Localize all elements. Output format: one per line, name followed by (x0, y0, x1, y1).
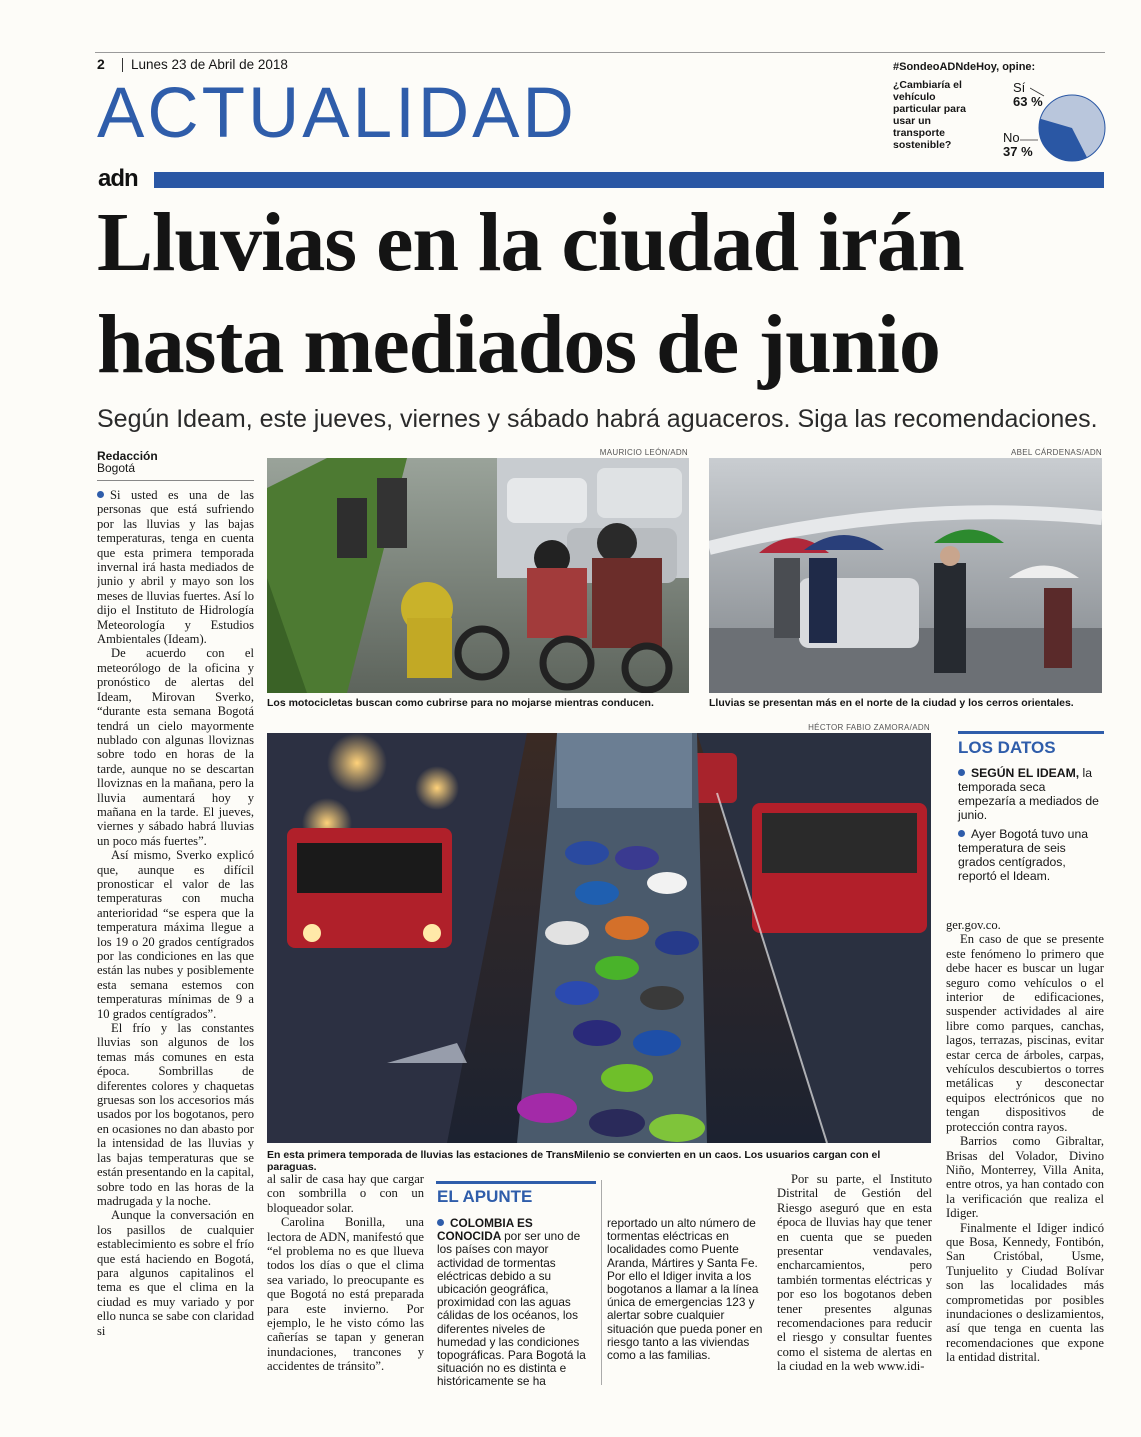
paragraph: El frío y las constantes lluvias son algunos de los temas más comunes en esta época. Sombrillas de diferentes colores y chaquetas gruesas son los accesorios más usados por los bogotanos, pero en ocasiones no dan abasto por la intensidad de las lluvias y las bajas temperaturas que se están presentando en la capital, sobre todo en las horas de la madrugada y la noche. (97, 1021, 254, 1208)
byline-name: Redacción (97, 449, 158, 463)
brand-bar (154, 172, 1104, 188)
article-column-1 (97, 488, 254, 1383)
poll-yes-leader (1030, 86, 1046, 98)
paragraph: Finalmente el Idiger indicó que Bosa, Kennedy, Fontibón, San Cristóbal, Usme, Tunjuelito y Ciudad Bolívar son las localidades más comprometidas por posibles inundaciones o deslizamientos, así que tenga en cuenta las recomendaciones que expone la entidad distrital. (946, 1220, 1104, 1365)
photo-pedestrians-umbrellas (709, 458, 1102, 693)
poll-yes-value: 63 % (1013, 94, 1043, 109)
photo-3-caption: En esta primera temporada de lluvias las estaciones de TransMilenio se convierten en un caos. Los usuarios cargan con el paraguas. (267, 1149, 881, 1173)
datos-item-1 (958, 766, 1104, 822)
datos-item-1-lead: SEGÚN EL IDEAM, (971, 766, 1080, 780)
poll-pie-chart (1036, 92, 1108, 164)
apunte-column-b: reportado un alto número de tormentas eléctricas en localidades como Puente Aranda, Mártires y Santa Fe. Por ello el Idiger invita a los bogotanos a llamar a la línea única de emergencias 123 y alertar sobre cualquier situación que pueda poner en riesgo tanto a las viviendas como a las familias. (607, 1217, 763, 1363)
article-column-6 (946, 918, 1104, 1388)
paragraph (97, 488, 254, 646)
brand-logo: adn (98, 165, 138, 192)
headline-line-2: hasta mediados de junio (97, 298, 940, 391)
byline-place: Bogotá (97, 461, 136, 475)
column-divider (601, 1180, 602, 1385)
poll-no-value: 37 % (1003, 144, 1033, 159)
poll-no-label: No (1003, 130, 1020, 145)
poll-yes-label: Sí (1013, 80, 1026, 95)
paragraph: Barrios como Gibraltar, Brisas del Volador, Divino Niño, Monterrey, Villa Anita, entre otros, ya han contado con la verificación que realiza el Idiger. (946, 1134, 1104, 1221)
page-separator (122, 58, 123, 72)
apunte-column-a (437, 1217, 597, 1387)
paragraph: De acuerdo con el meteorólogo de la oficina y pronóstico de alertas del Ideam, Mirovan Sverko, “durante esta semana Bogotá tendrá un cielo mayormente nublado con algunas lloviznas sobre todo en horas de la tarde, aunque no se descartan lloviznas en la mañana, pero la lluvia aumentará hoy y mañana en la tarde. El jueves, viernes y sábado habrá lluvias un poco más fuertes”. (97, 646, 254, 848)
photo-3-credit: HÉCTOR FABIO ZAMORA/ADN (808, 723, 930, 732)
article-column-5 (777, 1172, 932, 1387)
photo-transmilenio-station (267, 733, 931, 1143)
bullet-icon (97, 491, 104, 498)
paragraph: Así mismo, Sverko explicó que, aunque es difícil pronosticar el valor de las temperaturas con mucha anterioridad “se espera que la temperatura máxima llegue a los 19 o 20 grados centígrados por las condiciones en las que están las nubes y posiblemente esta semana estemos con temperaturas mínimas de 9 a 10 grados centígrados”. (97, 848, 254, 1021)
paragraph: En caso de que se presente este fenómeno lo primero que debe hacer es buscar un lugar seguro como vehículos o el interior de edificaciones, suspender actividades al aire libre como parques, canchas, lagos, terrazas, piscinas, evitar estar cerca de árboles, carpas, vehículos descubiertos o torres metálicas y desconectar equipos electrónicos que no tengan dispositivos de protección contra rayos. (946, 932, 1104, 1134)
datos-title: LOS DATOS (958, 738, 1056, 757)
subheadline: Según Ideam, este jueves, viernes y sábado habrá aguaceros. Siga las recomendaciones. (97, 405, 1098, 433)
bullet-icon (958, 769, 965, 776)
paragraph: al salir de casa hay que cargar con sombrilla o con un bloqueador solar. (267, 1172, 424, 1215)
apunte-text-a: por ser uno de los países con mayor actividad de tormentas eléctricas debido a su ubicación geográfica, proximidad con las aguas cálidas de los océanos, los diferentes niveles de humedad y las condiciones topográficas. Para Bogotá la situación no es distinta e históricamente se ha (437, 1229, 586, 1387)
page-number: 2 (97, 56, 105, 72)
datos-item-1-text: la temporada seca empezaría a mediados de junio. (958, 766, 1099, 822)
poll-tag: #SondeoADNdeHoy, opine: (893, 61, 1036, 73)
apunte-bar (436, 1181, 596, 1184)
datos-item-2-text: Ayer Bogotá tuvo una temperatura de seis grados centígrados, reportó el Ideam. (958, 827, 1088, 883)
poll-no-leader (1020, 136, 1040, 144)
poll-question: ¿Cambiaría el vehículo particular para usar un transporte sostenible? (893, 79, 966, 151)
datos-item-2 (958, 827, 1104, 883)
paragraph: Aunque la conversación en los pasillos de cualquier establecimiento es sobre el frío que está haciendo en Bogotá, para algunos capitalinos el tema es que el clima en la ciudad es muy variado y por ello nunca se sabe con claridad si (97, 1208, 254, 1338)
photo-motorcycles (267, 458, 689, 693)
photo-1-caption: Los motocicletas buscan como cubrirse para no mojarse mientras conducen. (267, 697, 654, 709)
top-rule (95, 52, 1105, 53)
apunte-lead: COLOMBIA ES CONOCIDA (437, 1217, 533, 1244)
datos-rule (958, 731, 1104, 734)
bullet-icon (437, 1219, 444, 1226)
apunte-title: EL APUNTE (437, 1187, 533, 1206)
bullet-icon (958, 830, 965, 837)
byline (97, 450, 158, 474)
paragraph: Carolina Bonilla, una lectora de ADN, manifestó que “el problema no es que llueva todos los días o que el clima sea variado, lo preocupante es que Bogotá no está preparada para este invierno. Por ejemplo, le he visto cómo las cañerías se tapan y generan inundaciones, trancones y accidentes de tránsito”. (267, 1215, 424, 1374)
date-line: Lunes 23 de Abril de 2018 (131, 57, 288, 72)
section-title: ACTUALIDAD (97, 74, 577, 153)
photo-1-credit: MAURICIO LEÓN/ADN (599, 448, 688, 457)
byline-rule (97, 480, 254, 481)
paragraph-text: Si usted es una de las personas que está sufriendo por las lluvias y las bajas temperaturas, tenga en cuenta que esta primera temporada invernal irá hasta mediados de junio y abril y mayo son los meses de lluvias fuertes. Así lo dijo el Instituto de Hidrología Meteorología y Estudios Ambientales (Ideam). (97, 488, 254, 647)
paragraph: Por su parte, el Instituto Distrital de Gestión del Riesgo aseguró que en esta época de lluvias hay que tener en cuenta que se pueden presentar vendavales, encharcamientos, pero también tormentas eléctricas y por eso los bogotanos deben tener presentes algunas recomendaciones para reducir el riesgo y consultar fuentes como el sistema de alertas en la ciudad en la web www.idi- (777, 1172, 932, 1374)
photo-2-credit: ABEL CÁRDENAS/ADN (1010, 448, 1102, 457)
paragraph: ger.gov.co. (946, 918, 1001, 932)
article-column-2 (267, 1172, 424, 1387)
headline-line-1: Lluvias en la ciudad irán (97, 196, 964, 289)
photo-2-caption: Lluvias se presentan más en el norte de la ciudad y los cerros orientales. (709, 697, 1074, 709)
headline (97, 192, 1109, 396)
